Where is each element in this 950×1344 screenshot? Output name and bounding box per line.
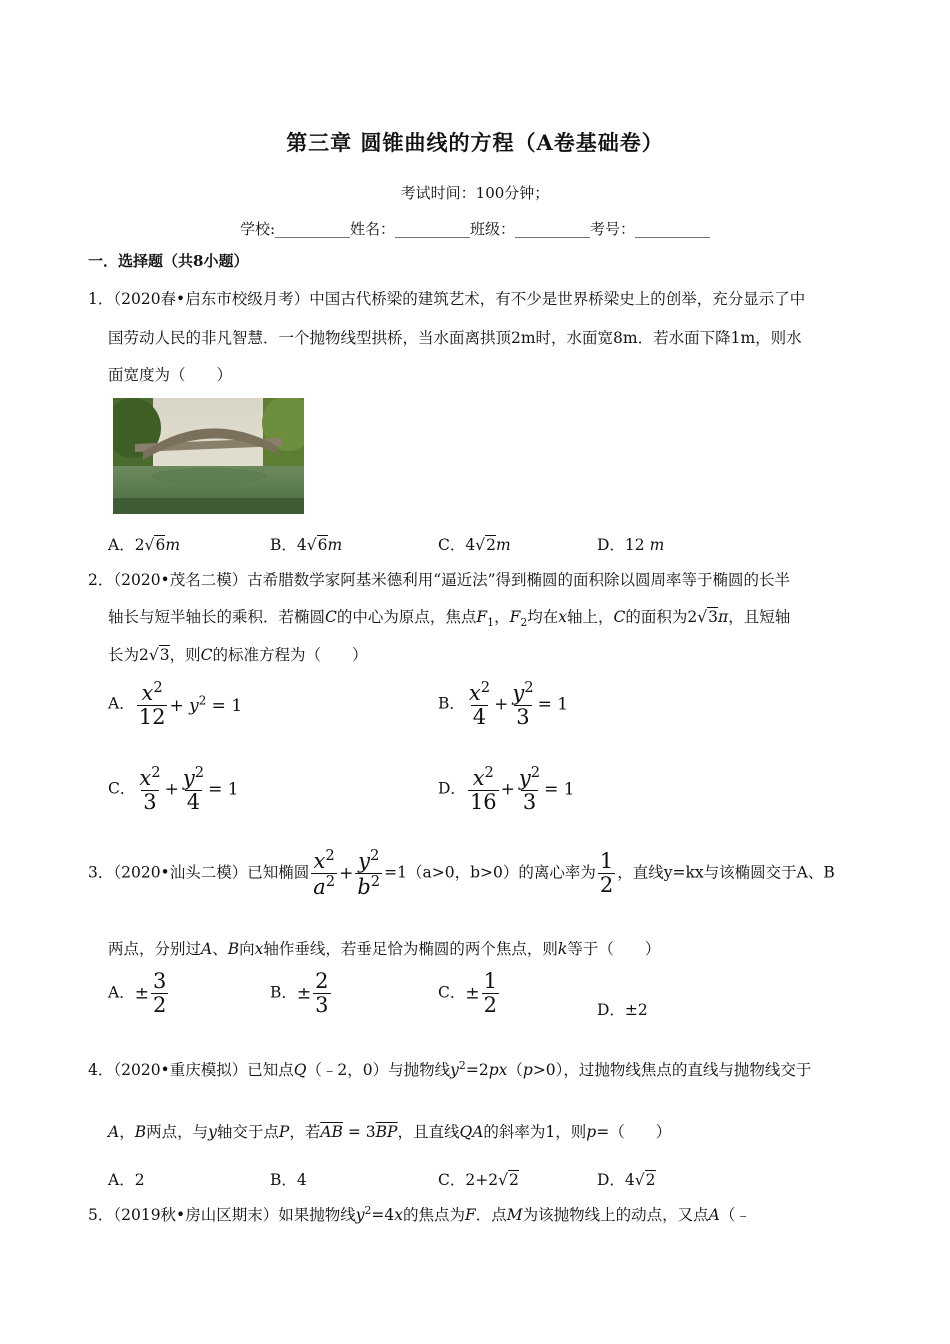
q1-line1: 1．（2020春•启东市校级月考）中国古代桥梁的建筑艺术，有不少是世界桥梁史上的创举，充分显示了中 (88, 290, 806, 308)
q4-option-a[interactable]: A．2 (108, 1171, 145, 1189)
q4-line2: A，B两点，与y轴交于点P，若$\overline{AB} = 3\overline{BP}$，且直线QA的斜率为1，则p=（ ） (108, 1123, 672, 1141)
student-info-fields: 学校:__________姓名：__________班级：__________考号：__________ (239, 220, 711, 238)
q2-line1: 2．（2020•茂名二模）古希腊数学家阿基米德利用“逼近法”得到椭圆的面积除以圆周率等于椭圆的长半 (88, 571, 791, 589)
q2-line2: 轴长与短半轴长的乘积．若椭圆C的中心为原点，焦点$F_1$，$F_2$均在x轴上，C的面积为2√3π，且短轴 (108, 608, 791, 630)
page-title: 第三章 圆锥曲线的方程（A卷基础卷） (286, 130, 664, 155)
q1-line2: 国劳动人民的非凡智慧．一个抛物线型拱桥，当水面离拱顶2m时，水面宽8m．若水面下降1m，则水 (108, 329, 802, 347)
q2-option-a[interactable]: A． $\frac{x^2}{12}$ + $y^2 = 1$ (108, 679, 243, 730)
bridge-photo (113, 398, 304, 514)
q2-line3: 长为2√3，则C的标准方程为（ ） (108, 646, 368, 664)
q4-option-b[interactable]: B．4 (270, 1171, 307, 1189)
q4-option-c[interactable]: C．2+2√2 (438, 1171, 519, 1189)
q3-option-a[interactable]: A．± $\frac{3}{2}$ (108, 969, 167, 1018)
q3-line2: 两点，分别过A、B向x轴作垂线，若垂足恰为椭圆的两个焦点，则k等于（ ） (108, 940, 661, 958)
q4-line1: 4．（2020•重庆模拟）已知点Q（﹣2，0）与抛物线$y^2=2px(p>0)$，过抛物线焦点的直线与抛物线交于 (88, 1058, 812, 1079)
q1-option-d[interactable]: D．12 m (597, 536, 665, 554)
q2-option-d[interactable]: D． $\frac{x^2}{16}$ + $\frac{y^2}{3}$ = 1 (438, 764, 575, 815)
q1-line3: 面宽度为（ ） (108, 366, 233, 384)
q3-line1: 3．（2020•汕头二模）已知椭圆 $\frac{x^2}{a^2}$ + $\frac{y^2}{b^2}$ =1（a>0，b>0）的离心率为 $\frac{1}{2}$ ，直线y=kx与该椭圆交于A、B (88, 847, 835, 900)
q1-option-a[interactable]: A．2√6m (108, 536, 181, 554)
q3-option-c[interactable]: C．± $\frac{1}{2}$ (438, 969, 497, 1018)
exam-time: 考试时间：100分钟； (400, 184, 550, 202)
q1-option-b[interactable]: B．4√6m (270, 536, 343, 554)
q1-option-c[interactable]: C．4√2m (438, 536, 511, 554)
q5-line1: 5．（2019秋•房山区期末）如果抛物线$y^2=4x$的焦点为F．点M为该抛物线上的动点，又点A（﹣ (88, 1203, 751, 1224)
q3-option-b[interactable]: B．± $\frac{2}{3}$ (270, 969, 329, 1018)
q3-option-d[interactable]: D．±2 (597, 1001, 648, 1019)
q2-option-c[interactable]: C． $\frac{x^2}{3}$ + $\frac{y^2}{4}$ = 1 (108, 764, 239, 815)
q4-option-d[interactable]: D．4√2 (597, 1171, 656, 1189)
section-heading: 一．选择题（共8小题） (88, 252, 249, 270)
q2-option-b[interactable]: B． $\frac{x^2}{4}$ + $\frac{y^2}{3}$ = 1 (438, 679, 569, 730)
